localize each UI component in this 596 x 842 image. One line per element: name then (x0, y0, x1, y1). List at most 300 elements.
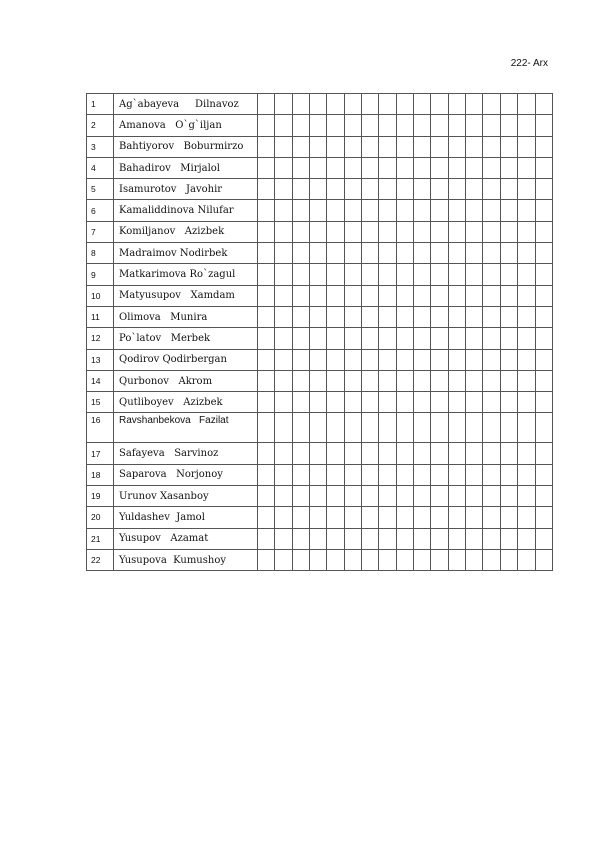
mark-cell[interactable] (466, 370, 483, 391)
mark-cell[interactable] (396, 349, 413, 370)
mark-cell[interactable] (518, 200, 535, 221)
mark-cell[interactable] (448, 264, 465, 285)
mark-cell[interactable] (431, 528, 448, 549)
mark-cell[interactable] (379, 443, 396, 464)
mark-cell[interactable] (344, 464, 361, 485)
mark-cell[interactable] (466, 549, 483, 570)
mark-cell[interactable] (483, 200, 500, 221)
mark-cell[interactable] (500, 157, 517, 178)
mark-cell[interactable] (448, 115, 465, 136)
mark-cell[interactable] (344, 285, 361, 306)
mark-cell[interactable] (362, 264, 379, 285)
mark-cell[interactable] (396, 115, 413, 136)
mark-cell[interactable] (258, 392, 275, 413)
mark-cell[interactable] (448, 392, 465, 413)
mark-cell[interactable] (414, 115, 431, 136)
mark-cell[interactable] (448, 285, 465, 306)
mark-cell[interactable] (535, 392, 553, 413)
mark-cell[interactable] (466, 200, 483, 221)
mark-cell[interactable] (518, 443, 535, 464)
mark-cell[interactable] (362, 136, 379, 157)
mark-cell[interactable] (535, 136, 553, 157)
mark-cell[interactable] (344, 392, 361, 413)
mark-cell[interactable] (344, 221, 361, 242)
mark-cell[interactable] (483, 94, 500, 115)
mark-cell[interactable] (379, 507, 396, 528)
mark-cell[interactable] (327, 221, 344, 242)
mark-cell[interactable] (535, 94, 553, 115)
mark-cell[interactable] (344, 528, 361, 549)
mark-cell[interactable] (292, 243, 309, 264)
mark-cell[interactable] (535, 243, 553, 264)
mark-cell[interactable] (500, 392, 517, 413)
mark-cell[interactable] (292, 328, 309, 349)
mark-cell[interactable] (275, 443, 292, 464)
mark-cell[interactable] (535, 157, 553, 178)
mark-cell[interactable] (483, 413, 500, 443)
mark-cell[interactable] (292, 285, 309, 306)
mark-cell[interactable] (275, 157, 292, 178)
mark-cell[interactable] (431, 392, 448, 413)
mark-cell[interactable] (483, 392, 500, 413)
mark-cell[interactable] (448, 328, 465, 349)
mark-cell[interactable] (518, 507, 535, 528)
mark-cell[interactable] (327, 200, 344, 221)
mark-cell[interactable] (500, 136, 517, 157)
mark-cell[interactable] (518, 306, 535, 327)
mark-cell[interactable] (275, 221, 292, 242)
mark-cell[interactable] (396, 549, 413, 570)
mark-cell[interactable] (414, 328, 431, 349)
mark-cell[interactable] (483, 264, 500, 285)
mark-cell[interactable] (275, 349, 292, 370)
mark-cell[interactable] (414, 136, 431, 157)
mark-cell[interactable] (414, 179, 431, 200)
mark-cell[interactable] (310, 200, 327, 221)
mark-cell[interactable] (292, 264, 309, 285)
mark-cell[interactable] (448, 136, 465, 157)
mark-cell[interactable] (292, 370, 309, 391)
mark-cell[interactable] (483, 464, 500, 485)
mark-cell[interactable] (535, 464, 553, 485)
mark-cell[interactable] (327, 443, 344, 464)
mark-cell[interactable] (414, 285, 431, 306)
mark-cell[interactable] (518, 243, 535, 264)
mark-cell[interactable] (466, 221, 483, 242)
mark-cell[interactable] (362, 464, 379, 485)
mark-cell[interactable] (500, 306, 517, 327)
mark-cell[interactable] (431, 157, 448, 178)
mark-cell[interactable] (414, 392, 431, 413)
mark-cell[interactable] (292, 464, 309, 485)
mark-cell[interactable] (500, 370, 517, 391)
mark-cell[interactable] (258, 136, 275, 157)
mark-cell[interactable] (500, 507, 517, 528)
mark-cell[interactable] (258, 179, 275, 200)
mark-cell[interactable] (362, 285, 379, 306)
mark-cell[interactable] (431, 306, 448, 327)
mark-cell[interactable] (483, 528, 500, 549)
mark-cell[interactable] (466, 413, 483, 443)
mark-cell[interactable] (344, 549, 361, 570)
mark-cell[interactable] (327, 486, 344, 507)
mark-cell[interactable] (379, 115, 396, 136)
mark-cell[interactable] (327, 349, 344, 370)
mark-cell[interactable] (518, 179, 535, 200)
mark-cell[interactable] (310, 285, 327, 306)
mark-cell[interactable] (292, 306, 309, 327)
mark-cell[interactable] (518, 549, 535, 570)
mark-cell[interactable] (362, 200, 379, 221)
mark-cell[interactable] (362, 157, 379, 178)
mark-cell[interactable] (466, 136, 483, 157)
mark-cell[interactable] (466, 464, 483, 485)
mark-cell[interactable] (448, 507, 465, 528)
mark-cell[interactable] (535, 306, 553, 327)
mark-cell[interactable] (379, 349, 396, 370)
mark-cell[interactable] (258, 370, 275, 391)
mark-cell[interactable] (310, 370, 327, 391)
mark-cell[interactable] (396, 306, 413, 327)
mark-cell[interactable] (535, 285, 553, 306)
mark-cell[interactable] (310, 221, 327, 242)
mark-cell[interactable] (310, 507, 327, 528)
mark-cell[interactable] (327, 370, 344, 391)
mark-cell[interactable] (292, 392, 309, 413)
mark-cell[interactable] (275, 94, 292, 115)
mark-cell[interactable] (258, 507, 275, 528)
mark-cell[interactable] (327, 392, 344, 413)
mark-cell[interactable] (362, 392, 379, 413)
mark-cell[interactable] (344, 179, 361, 200)
mark-cell[interactable] (518, 264, 535, 285)
mark-cell[interactable] (396, 328, 413, 349)
mark-cell[interactable] (362, 221, 379, 242)
mark-cell[interactable] (396, 136, 413, 157)
mark-cell[interactable] (310, 392, 327, 413)
mark-cell[interactable] (344, 264, 361, 285)
mark-cell[interactable] (362, 328, 379, 349)
mark-cell[interactable] (275, 392, 292, 413)
mark-cell[interactable] (396, 94, 413, 115)
mark-cell[interactable] (500, 549, 517, 570)
mark-cell[interactable] (275, 328, 292, 349)
mark-cell[interactable] (448, 349, 465, 370)
mark-cell[interactable] (448, 157, 465, 178)
mark-cell[interactable] (258, 528, 275, 549)
mark-cell[interactable] (500, 264, 517, 285)
mark-cell[interactable] (310, 413, 327, 443)
mark-cell[interactable] (518, 349, 535, 370)
mark-cell[interactable] (344, 115, 361, 136)
mark-cell[interactable] (466, 264, 483, 285)
mark-cell[interactable] (379, 528, 396, 549)
mark-cell[interactable] (310, 243, 327, 264)
mark-cell[interactable] (500, 243, 517, 264)
mark-cell[interactable] (448, 464, 465, 485)
mark-cell[interactable] (518, 115, 535, 136)
mark-cell[interactable] (483, 285, 500, 306)
mark-cell[interactable] (518, 157, 535, 178)
mark-cell[interactable] (500, 464, 517, 485)
mark-cell[interactable] (431, 349, 448, 370)
mark-cell[interactable] (518, 392, 535, 413)
mark-cell[interactable] (466, 179, 483, 200)
mark-cell[interactable] (258, 413, 275, 443)
mark-cell[interactable] (379, 306, 396, 327)
mark-cell[interactable] (379, 285, 396, 306)
mark-cell[interactable] (327, 179, 344, 200)
mark-cell[interactable] (258, 443, 275, 464)
mark-cell[interactable] (414, 507, 431, 528)
mark-cell[interactable] (275, 264, 292, 285)
mark-cell[interactable] (483, 306, 500, 327)
mark-cell[interactable] (344, 200, 361, 221)
mark-cell[interactable] (414, 264, 431, 285)
mark-cell[interactable] (535, 507, 553, 528)
mark-cell[interactable] (379, 200, 396, 221)
mark-cell[interactable] (448, 528, 465, 549)
mark-cell[interactable] (275, 464, 292, 485)
mark-cell[interactable] (292, 486, 309, 507)
mark-cell[interactable] (379, 370, 396, 391)
mark-cell[interactable] (292, 200, 309, 221)
mark-cell[interactable] (483, 349, 500, 370)
mark-cell[interactable] (327, 549, 344, 570)
mark-cell[interactable] (431, 243, 448, 264)
mark-cell[interactable] (292, 443, 309, 464)
mark-cell[interactable] (275, 115, 292, 136)
mark-cell[interactable] (414, 486, 431, 507)
mark-cell[interactable] (362, 370, 379, 391)
mark-cell[interactable] (431, 221, 448, 242)
mark-cell[interactable] (379, 464, 396, 485)
mark-cell[interactable] (258, 486, 275, 507)
mark-cell[interactable] (535, 370, 553, 391)
mark-cell[interactable] (275, 200, 292, 221)
mark-cell[interactable] (466, 94, 483, 115)
mark-cell[interactable] (483, 370, 500, 391)
mark-cell[interactable] (431, 200, 448, 221)
mark-cell[interactable] (344, 349, 361, 370)
mark-cell[interactable] (344, 243, 361, 264)
mark-cell[interactable] (500, 115, 517, 136)
mark-cell[interactable] (362, 507, 379, 528)
mark-cell[interactable] (362, 486, 379, 507)
mark-cell[interactable] (396, 370, 413, 391)
mark-cell[interactable] (327, 157, 344, 178)
mark-cell[interactable] (327, 136, 344, 157)
mark-cell[interactable] (414, 221, 431, 242)
mark-cell[interactable] (362, 349, 379, 370)
mark-cell[interactable] (483, 486, 500, 507)
mark-cell[interactable] (327, 243, 344, 264)
mark-cell[interactable] (275, 370, 292, 391)
mark-cell[interactable] (310, 528, 327, 549)
mark-cell[interactable] (258, 94, 275, 115)
mark-cell[interactable] (414, 370, 431, 391)
mark-cell[interactable] (414, 94, 431, 115)
mark-cell[interactable] (258, 200, 275, 221)
mark-cell[interactable] (379, 221, 396, 242)
mark-cell[interactable] (258, 549, 275, 570)
mark-cell[interactable] (258, 349, 275, 370)
mark-cell[interactable] (448, 549, 465, 570)
mark-cell[interactable] (500, 328, 517, 349)
mark-cell[interactable] (518, 464, 535, 485)
mark-cell[interactable] (448, 94, 465, 115)
mark-cell[interactable] (396, 179, 413, 200)
mark-cell[interactable] (344, 507, 361, 528)
mark-cell[interactable] (396, 221, 413, 242)
mark-cell[interactable] (292, 349, 309, 370)
mark-cell[interactable] (414, 413, 431, 443)
mark-cell[interactable] (448, 443, 465, 464)
mark-cell[interactable] (275, 413, 292, 443)
mark-cell[interactable] (483, 328, 500, 349)
mark-cell[interactable] (379, 136, 396, 157)
mark-cell[interactable] (362, 179, 379, 200)
mark-cell[interactable] (483, 549, 500, 570)
mark-cell[interactable] (379, 549, 396, 570)
mark-cell[interactable] (500, 221, 517, 242)
mark-cell[interactable] (396, 413, 413, 443)
mark-cell[interactable] (535, 179, 553, 200)
mark-cell[interactable] (518, 328, 535, 349)
mark-cell[interactable] (379, 243, 396, 264)
mark-cell[interactable] (518, 486, 535, 507)
mark-cell[interactable] (414, 443, 431, 464)
mark-cell[interactable] (483, 136, 500, 157)
mark-cell[interactable] (275, 136, 292, 157)
mark-cell[interactable] (535, 413, 553, 443)
mark-cell[interactable] (483, 179, 500, 200)
mark-cell[interactable] (396, 392, 413, 413)
mark-cell[interactable] (466, 328, 483, 349)
mark-cell[interactable] (466, 392, 483, 413)
mark-cell[interactable] (344, 370, 361, 391)
mark-cell[interactable] (362, 549, 379, 570)
mark-cell[interactable] (344, 157, 361, 178)
mark-cell[interactable] (327, 264, 344, 285)
mark-cell[interactable] (535, 549, 553, 570)
mark-cell[interactable] (448, 179, 465, 200)
mark-cell[interactable] (396, 443, 413, 464)
mark-cell[interactable] (258, 306, 275, 327)
mark-cell[interactable] (414, 200, 431, 221)
mark-cell[interactable] (535, 200, 553, 221)
mark-cell[interactable] (483, 157, 500, 178)
mark-cell[interactable] (275, 507, 292, 528)
mark-cell[interactable] (379, 264, 396, 285)
mark-cell[interactable] (275, 549, 292, 570)
mark-cell[interactable] (448, 243, 465, 264)
mark-cell[interactable] (535, 528, 553, 549)
mark-cell[interactable] (431, 328, 448, 349)
mark-cell[interactable] (327, 328, 344, 349)
mark-cell[interactable] (362, 243, 379, 264)
mark-cell[interactable] (518, 136, 535, 157)
mark-cell[interactable] (362, 443, 379, 464)
mark-cell[interactable] (535, 443, 553, 464)
mark-cell[interactable] (379, 413, 396, 443)
mark-cell[interactable] (379, 328, 396, 349)
mark-cell[interactable] (431, 115, 448, 136)
mark-cell[interactable] (310, 94, 327, 115)
mark-cell[interactable] (258, 221, 275, 242)
mark-cell[interactable] (310, 136, 327, 157)
mark-cell[interactable] (258, 264, 275, 285)
mark-cell[interactable] (310, 179, 327, 200)
mark-cell[interactable] (500, 349, 517, 370)
mark-cell[interactable] (431, 179, 448, 200)
mark-cell[interactable] (431, 370, 448, 391)
mark-cell[interactable] (258, 464, 275, 485)
mark-cell[interactable] (310, 443, 327, 464)
mark-cell[interactable] (275, 243, 292, 264)
mark-cell[interactable] (344, 94, 361, 115)
mark-cell[interactable] (466, 285, 483, 306)
mark-cell[interactable] (466, 349, 483, 370)
mark-cell[interactable] (310, 349, 327, 370)
mark-cell[interactable] (448, 221, 465, 242)
mark-cell[interactable] (535, 264, 553, 285)
mark-cell[interactable] (483, 507, 500, 528)
mark-cell[interactable] (431, 94, 448, 115)
mark-cell[interactable] (396, 285, 413, 306)
mark-cell[interactable] (518, 370, 535, 391)
mark-cell[interactable] (258, 115, 275, 136)
mark-cell[interactable] (310, 464, 327, 485)
mark-cell[interactable] (431, 264, 448, 285)
mark-cell[interactable] (535, 328, 553, 349)
mark-cell[interactable] (344, 413, 361, 443)
mark-cell[interactable] (310, 486, 327, 507)
mark-cell[interactable] (310, 328, 327, 349)
mark-cell[interactable] (535, 349, 553, 370)
mark-cell[interactable] (500, 179, 517, 200)
mark-cell[interactable] (414, 464, 431, 485)
mark-cell[interactable] (396, 264, 413, 285)
mark-cell[interactable] (379, 157, 396, 178)
mark-cell[interactable] (414, 243, 431, 264)
mark-cell[interactable] (292, 115, 309, 136)
mark-cell[interactable] (396, 464, 413, 485)
mark-cell[interactable] (362, 528, 379, 549)
mark-cell[interactable] (344, 486, 361, 507)
mark-cell[interactable] (518, 528, 535, 549)
mark-cell[interactable] (362, 306, 379, 327)
mark-cell[interactable] (258, 285, 275, 306)
mark-cell[interactable] (275, 285, 292, 306)
mark-cell[interactable] (414, 349, 431, 370)
mark-cell[interactable] (275, 306, 292, 327)
mark-cell[interactable] (431, 507, 448, 528)
mark-cell[interactable] (431, 443, 448, 464)
mark-cell[interactable] (500, 486, 517, 507)
mark-cell[interactable] (258, 328, 275, 349)
mark-cell[interactable] (327, 306, 344, 327)
mark-cell[interactable] (310, 306, 327, 327)
mark-cell[interactable] (448, 413, 465, 443)
mark-cell[interactable] (431, 136, 448, 157)
mark-cell[interactable] (292, 507, 309, 528)
mark-cell[interactable] (500, 285, 517, 306)
mark-cell[interactable] (292, 136, 309, 157)
mark-cell[interactable] (327, 115, 344, 136)
mark-cell[interactable] (518, 221, 535, 242)
mark-cell[interactable] (518, 94, 535, 115)
